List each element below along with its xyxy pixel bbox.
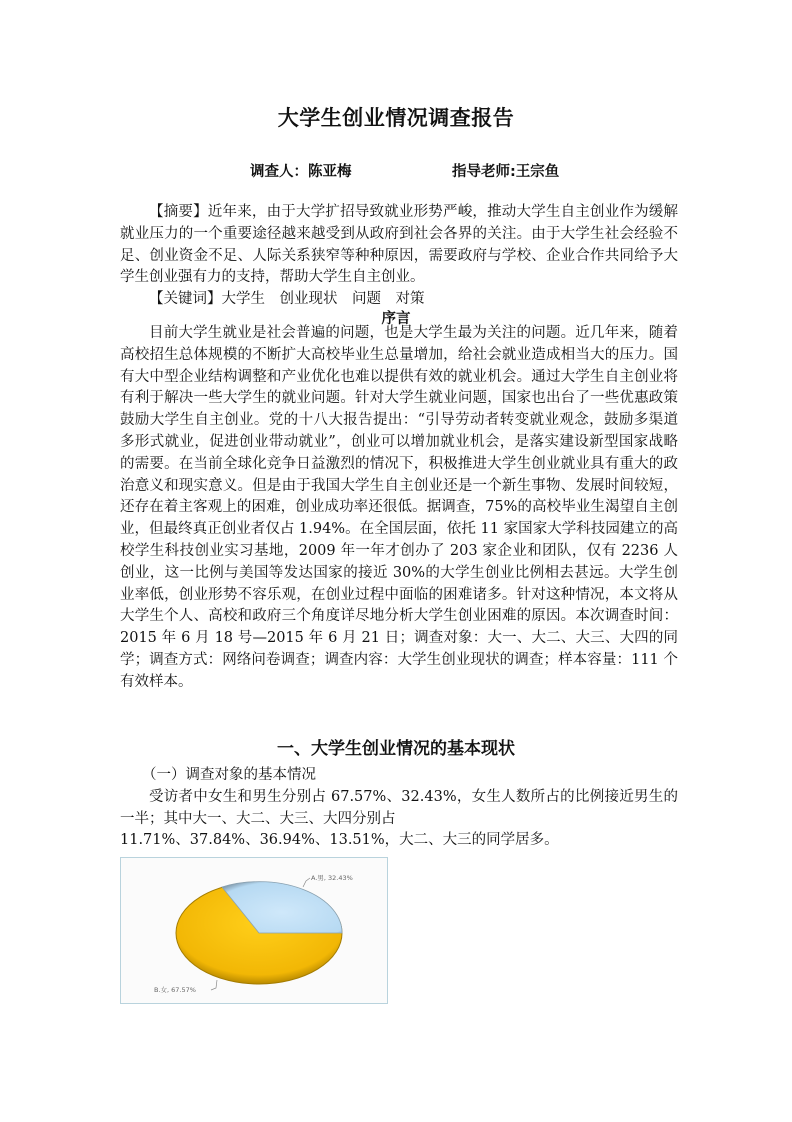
preface-heading: 序言 (381, 311, 411, 327)
keywords: 【关键词】大学生 创业现状 问题 对策 (149, 291, 425, 308)
subsection-heading: （一）调查对象的基本情况 (142, 767, 316, 783)
section-heading: 一、大学生创业情况的基本现状 (277, 739, 515, 759)
abstract-block (120, 202, 678, 311)
slice-label-male: A.男, 32.43% (311, 874, 353, 882)
abstract-text: 【摘要】近年来，由于大学扩招导致就业形势严峻，推动大学生自主创业作为缓解就业压力的一个重要途径越来越受到从政府到社会各界的关注。由于大学生社会经验不足、创业资金不足、人际关系狭窄等种种原因，需要政府与学校、企业合作共同给予大学生创业强有力的支持，帮助大学生自主创业。 (120, 204, 678, 286)
investigator: 调查人：陈亚梅 (250, 164, 352, 180)
subsection-text: 受访者中女生和男生分别占 67.57%、32.43%，女生人数所占的比例接近男生的一半；其中大一、大二、大三、大四分别占 (120, 788, 678, 827)
report-title: 大学生创业情况调查报告 (277, 106, 515, 130)
preface-block (120, 323, 678, 694)
gender-pie-chart (120, 857, 388, 1004)
preface-text: 目前大学生就业是社会普遍的问题，也是大学生最为关注的问题。近几年来，随着高校招生总体规模的不断扩大高校毕业生总量增加，给社会就业造成相当大的压力。国有大中型企业结构调整和产业优化也难以提供有效的就业机会。通过大学生自主创业将有利于解决一些大学生的就业问题。针对大学生就业问题，国家也出台了一些优惠政策鼓励大学生自主创业。党的十八大报告提出：“引导劳动者转变就业观念，鼓励多渠道多形式就业，促进创业带动就业”，创业可以增加就业机会，是落实建设新型国家战略的需要。在当前全球化竞争日益激烈的情况下，积极推进大学生创业就业具有重大的政治意义和现实意义。但是由于我国大学生自主创业还是一个新生事物、发展时间较短，还存在着主客观上的困难，创业成功率还很低。据调查，75%的高校毕业生渴望自主创业，但最终真正创业者仅占 1.94%。在全国层面，依托 11 家国家大学科技园建立的高校学生科技创业实习基地，2009 年一年才创办了 203 家企业和团队，仅有 2236 人创业，这一比例与美国等发达国家的接近 30%的大学生创业比例相去甚远。大学生创业率低，创业形势不容乐观，在创业过程中面临的困难诸多。针对这种情况，本文将从大学生个人、高校和政府三个角度详尽地分析大学生创业困难的原因。本次调查时间：2015 年 6 月 18 号—2015 年 6 月 21 日；调查对象：大一、大二、大三、大四的同学；调查方式：网络问卷调查；调查内容：大学生创业现状的调查；样本容量：111 个有效样本。 (120, 325, 678, 690)
subsection-text-2: 11.71%、37.84%、36.94%、13.51%，大二、大三的同学居多。 (120, 832, 559, 849)
advisor: 指导老师:王宗鱼 (452, 164, 560, 180)
slice-label-female: B.女, 67.57% (154, 986, 196, 994)
pie-chart-graphic (121, 858, 389, 1005)
section-body (120, 765, 678, 852)
